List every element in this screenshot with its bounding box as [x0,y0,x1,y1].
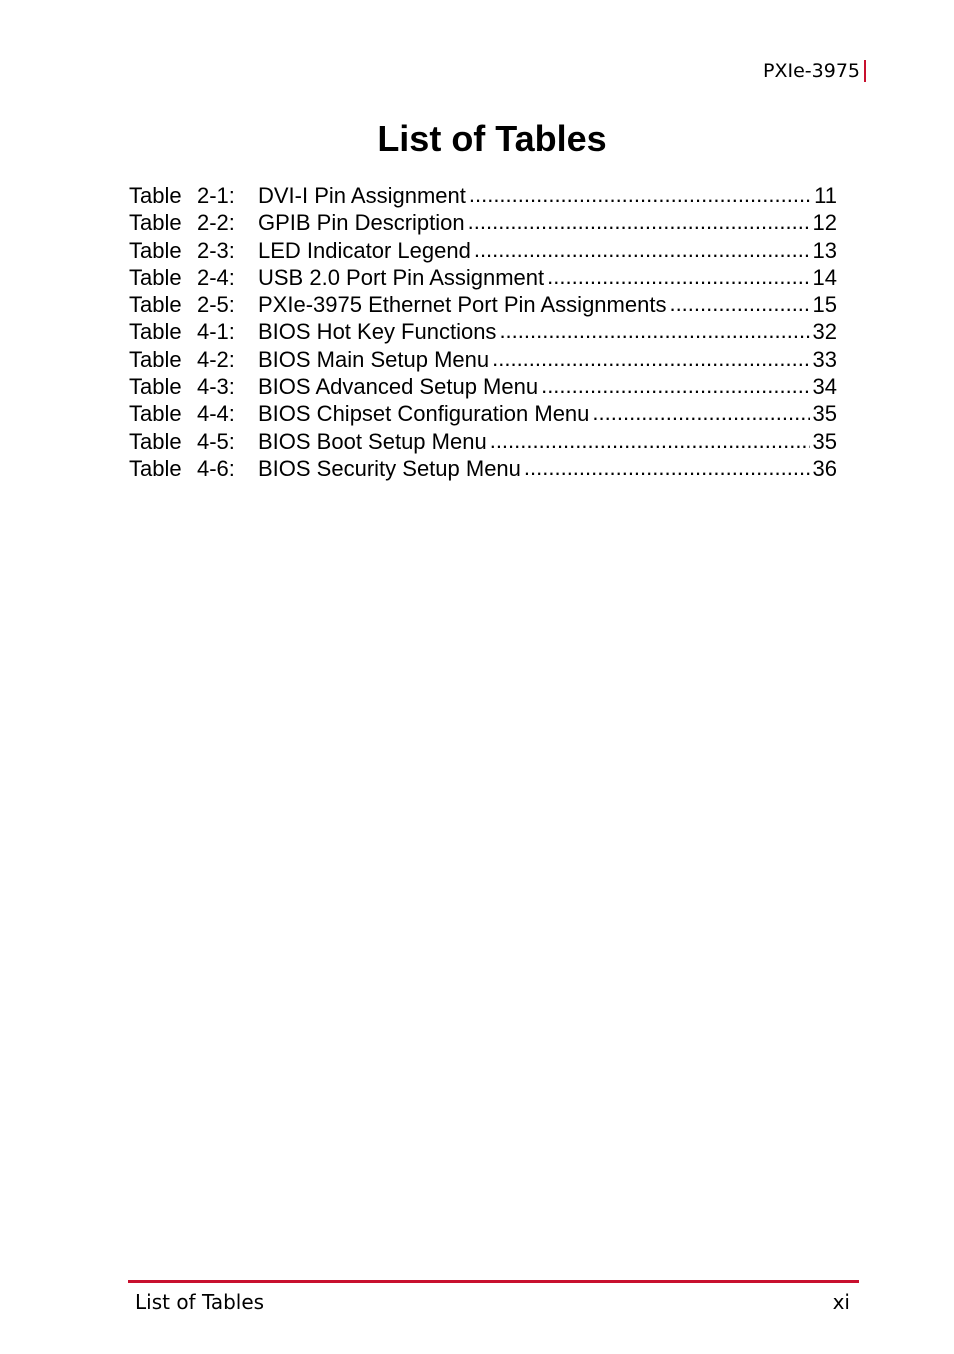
entry-label: Table [129,264,182,290]
list-item[interactable] [129,347,837,374]
footer-rule [128,1280,859,1283]
entry-title: BIOS Advanced Setup Menu [258,374,539,400]
dot-leader [547,265,809,285]
entry-label: Table [129,374,182,400]
table-list [129,183,837,483]
entry-title: BIOS Chipset Configuration Menu [258,401,590,427]
entry-label: Table [129,346,182,372]
header-product-label: PXIe-3975 [763,60,860,82]
entry-title: PXIe-3975 Ethernet Port Pin Assignments [258,292,667,318]
entry-title: GPIB Pin Description [258,210,465,236]
dot-leader [669,292,809,312]
entry-page: 14 [812,264,837,290]
entry-number: 2-1: [197,183,235,208]
entry-number: 4-3: [197,374,235,400]
entry-number: 4-1: [197,319,235,345]
page-title: List of Tables [377,118,607,159]
list-item[interactable] [129,183,837,210]
dot-leader [541,374,809,394]
dot-leader [592,401,809,421]
entry-title: BIOS Hot Key Functions [258,319,497,345]
dot-leader [468,210,810,230]
entry-page: 15 [812,292,837,318]
entry-page: 32 [812,319,837,345]
dot-leader [499,319,809,339]
entry-page: 33 [812,346,837,372]
entry-number: 2-4: [197,264,235,290]
list-item[interactable] [129,429,837,456]
entry-number: 4-6: [197,455,235,481]
dot-leader [490,429,810,449]
entry-page: 34 [812,374,837,400]
entry-label: Table [129,292,182,318]
list-item[interactable] [129,265,837,292]
entry-label: Table [129,237,182,263]
list-item[interactable] [129,374,837,401]
entry-page: 11 [814,183,837,208]
entry-page: 36 [812,455,837,481]
entry-label: Table [129,319,182,345]
dot-leader [524,456,810,476]
list-item[interactable] [129,292,837,319]
list-item[interactable] [129,238,837,265]
entry-label: Table [129,183,182,208]
entry-number: 2-2: [197,210,235,236]
entry-label: Table [129,401,182,427]
entry-number: 4-5: [197,428,235,454]
entry-number: 4-4: [197,401,235,427]
entry-label: Table [129,455,182,481]
dot-leader [492,347,809,367]
entry-page: 35 [812,428,837,454]
entry-label: Table [129,210,182,236]
entry-title: BIOS Boot Setup Menu [258,428,487,454]
list-item[interactable] [129,319,837,346]
entry-title: USB 2.0 Port Pin Assignment [258,264,545,290]
entry-number: 2-3: [197,237,235,263]
dot-leader [474,238,810,258]
list-item[interactable] [129,210,837,237]
footer-page-number: xi [832,1290,850,1314]
header-accent-bar [864,60,866,82]
dot-leader [469,183,811,203]
entry-number: 2-5: [197,292,235,318]
entry-page: 35 [812,401,837,427]
entry-title: LED Indicator Legend [258,237,471,263]
entry-label: Table [129,428,182,454]
entry-title: BIOS Main Setup Menu [258,346,490,372]
list-item[interactable] [129,456,837,483]
footer-section-name: List of Tables [135,1290,265,1314]
header-product-name [763,60,866,82]
entry-page: 12 [812,210,837,236]
entry-title: BIOS Security Setup Menu [258,455,521,481]
entry-number: 4-2: [197,346,235,372]
list-item[interactable] [129,401,837,428]
entry-title: DVI-I Pin Assignment [258,183,466,208]
entry-page: 13 [812,237,837,263]
